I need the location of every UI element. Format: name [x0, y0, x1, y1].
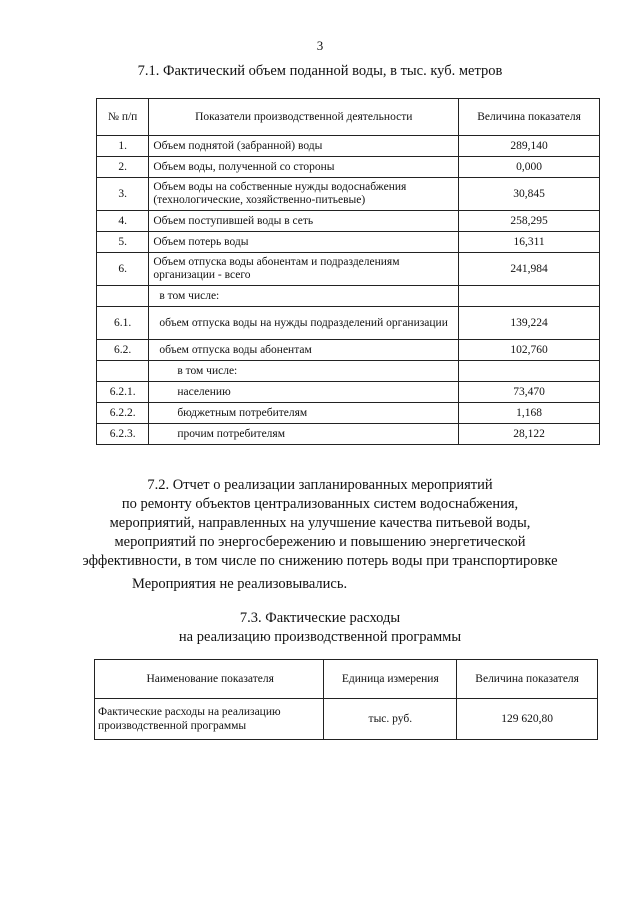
row-value	[459, 286, 600, 307]
row-name: населению	[149, 382, 459, 403]
title-line: 7.3. Фактические расходы	[239, 610, 401, 626]
header-name: Наименование показателя	[95, 660, 324, 699]
section-7-3-title	[120, 609, 520, 647]
row-number: 6.2.	[97, 340, 149, 361]
header-value: Величина показателя	[457, 660, 598, 699]
row-value: 28,122	[459, 424, 600, 445]
row-number: 6.2.2.	[97, 403, 149, 424]
row-number: 3.	[97, 178, 149, 211]
section-7-2-title	[70, 476, 570, 571]
row-number: 4.	[97, 211, 149, 232]
row-name: Объем поднятой (забранной) воды	[149, 136, 459, 157]
table-row	[97, 403, 600, 424]
section-7-1-title: 7.1. Фактический объем поданной воды, в тыс. куб. метров	[137, 63, 503, 79]
row-value: 30,845	[459, 178, 600, 211]
table-header-row	[95, 660, 598, 699]
header-unit: Единица измерения	[324, 660, 457, 699]
section-7-2-text: Мероприятия не реализовывались.	[132, 576, 348, 592]
row-value: 258,295	[459, 211, 600, 232]
row-name: объем отпуска воды на нужды подразделений организации	[149, 307, 459, 340]
row-name: Объем воды на собственные нужды водоснабжения (технологические, хозяйственно-питьевые)	[149, 178, 459, 211]
row-number	[97, 286, 149, 307]
table-row	[97, 178, 600, 211]
row-number: 6.1.	[97, 307, 149, 340]
table-row	[97, 424, 600, 445]
row-value: 102,760	[459, 340, 600, 361]
table-row	[97, 136, 600, 157]
row-number	[97, 361, 149, 382]
table-row	[97, 340, 600, 361]
table-row	[97, 361, 600, 382]
row-number: 1.	[97, 136, 149, 157]
row-value: 1,168	[459, 403, 600, 424]
table-row	[97, 253, 600, 286]
table-row	[97, 157, 600, 178]
row-value: 73,470	[459, 382, 600, 403]
row-name: Объем потерь воды	[149, 232, 459, 253]
table-row	[97, 232, 600, 253]
row-name: в том числе:	[149, 361, 459, 382]
row-name: объем отпуска воды абонентам	[149, 340, 459, 361]
page-number: 3	[316, 38, 324, 53]
row-name: в том числе:	[149, 286, 459, 307]
row-number: 6.2.1.	[97, 382, 149, 403]
title-line: мероприятий, направленных на улучшение качества питьевой воды,	[109, 515, 531, 531]
table-header-row	[97, 99, 600, 136]
table-row	[95, 699, 598, 740]
row-value: 241,984	[459, 253, 600, 286]
header-indicator: Показатели производственной деятельности	[149, 99, 459, 136]
expenses-table	[94, 659, 598, 740]
table-row	[97, 286, 600, 307]
header-number: № п/п	[97, 99, 149, 136]
title-line: мероприятий по энергосбережению и повышению энергетической	[114, 534, 526, 550]
row-value	[459, 361, 600, 382]
row-number: 6.	[97, 253, 149, 286]
row-value: 129 620,80	[457, 699, 598, 740]
water-volume-table	[96, 98, 600, 445]
row-number: 5.	[97, 232, 149, 253]
title-line: эффективности, в том числе по снижению потерь воды при транспортировке	[82, 553, 558, 569]
row-value: 0,000	[459, 157, 600, 178]
row-name: Объем отпуска воды абонентам и подразделениям организации - всего	[149, 253, 459, 286]
row-value: 139,224	[459, 307, 600, 340]
row-number: 6.2.3.	[97, 424, 149, 445]
row-value: 289,140	[459, 136, 600, 157]
table-row	[97, 382, 600, 403]
row-number: 2.	[97, 157, 149, 178]
title-line: на реализацию производственной программы	[178, 629, 462, 645]
row-name: бюджетным потребителям	[149, 403, 459, 424]
row-unit: тыс. руб.	[324, 699, 457, 740]
row-name: Фактические расходы на реализацию производственной программы	[95, 699, 324, 740]
row-name: Объем воды, полученной со стороны	[149, 157, 459, 178]
title-line: 7.2. Отчет о реализации запланированных мероприятий	[147, 477, 493, 493]
header-value: Величина показателя	[459, 99, 600, 136]
row-name: Объем поступившей воды в сеть	[149, 211, 459, 232]
table-row	[97, 211, 600, 232]
table-row	[97, 307, 600, 340]
row-value: 16,311	[459, 232, 600, 253]
row-name: прочим потребителям	[149, 424, 459, 445]
title-line: по ремонту объектов централизованных систем водоснабжения,	[121, 496, 519, 512]
